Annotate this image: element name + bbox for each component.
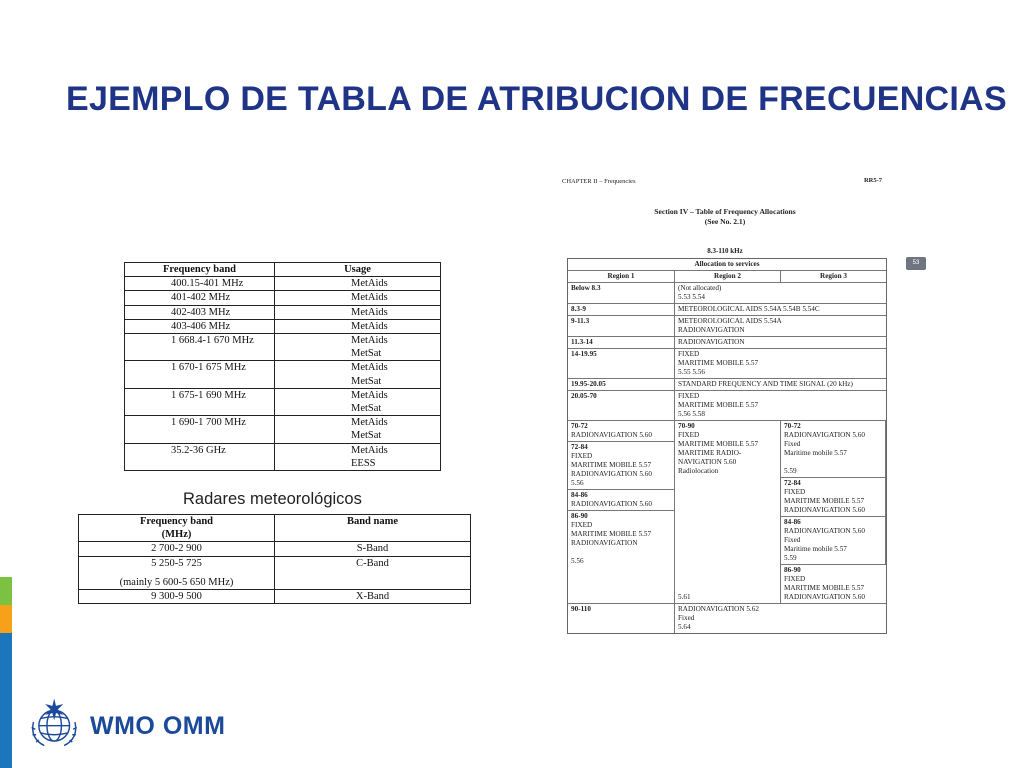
radar-band-cell xyxy=(79,556,275,589)
alloc-services xyxy=(675,337,886,348)
strip-green xyxy=(0,577,12,605)
alloc-band: 90-110 xyxy=(568,604,675,633)
alloc-line: 5.64 xyxy=(678,623,691,631)
radar-header-band-line2: (MHz) xyxy=(161,529,192,541)
usage-band-cell: 1 690-1 700 MHz xyxy=(125,416,275,443)
alloc-line: RADIONAVIGATION 5.60 xyxy=(784,527,865,535)
alloc-services xyxy=(675,283,886,303)
alloc-band: 20.05-70 xyxy=(568,391,675,420)
radar-row xyxy=(79,556,471,589)
usage-value: MetAids xyxy=(351,417,388,429)
alloc-region3-cell xyxy=(781,517,886,565)
radar-table xyxy=(78,514,471,604)
page-badge: 53 xyxy=(906,257,926,270)
alloc-line: RADIONAVIGATION 5.62 xyxy=(678,605,759,613)
alloc-band: 84-86 xyxy=(571,491,588,499)
alloc-line: (Not allocated) xyxy=(678,284,722,292)
region-2-header: Region 2 xyxy=(675,271,781,282)
alloc-line: 5.55 5.56 xyxy=(678,368,705,376)
alloc-band: Below 8.3 xyxy=(568,283,675,303)
usage-value: MetAids xyxy=(351,278,388,290)
usage-band-cell: 1 675-1 690 MHz xyxy=(125,388,275,415)
usage-header-usage: Usage xyxy=(275,263,441,277)
radar-band-cell xyxy=(79,590,275,604)
scan-section-title xyxy=(560,207,890,227)
alloc-band: 86-90 xyxy=(571,512,588,520)
alloc-line: FIXED xyxy=(784,488,806,496)
usage-value: MetSat xyxy=(351,430,382,442)
alloc-services xyxy=(675,604,886,633)
usage-value-cell xyxy=(275,443,441,470)
alloc-line: 5.53 5.54 xyxy=(678,293,705,301)
usage-value: MetAids xyxy=(351,389,388,401)
alloc-line xyxy=(784,458,882,467)
alloc-line: MARITIME MOBILE 5.57 xyxy=(678,359,759,367)
usage-row xyxy=(125,361,441,388)
scan-section-title-text: Section IV – Table of Frequency Allocations xyxy=(654,207,796,216)
radar-band-value: 5 250-5 725 xyxy=(151,557,202,569)
usage-value: MetSat xyxy=(351,348,382,360)
alloc-row xyxy=(568,337,886,349)
alloc-line: MARITIME MOBILE 5.57 xyxy=(571,530,652,538)
scan-header-right: RR5-7 xyxy=(863,177,882,184)
alloc-region3-cell xyxy=(781,421,886,478)
usage-value-cell xyxy=(275,291,441,305)
radar-row xyxy=(79,542,471,556)
alloc-line: MARITIME MOBILE 5.57 xyxy=(784,497,865,505)
alloc-line: 5.56 5.58 xyxy=(678,410,705,418)
usage-value: MetAids xyxy=(351,306,388,318)
scan-section-sub: (See No. 2.1) xyxy=(704,217,746,226)
usage-row xyxy=(125,334,441,361)
alloc-line: Fixed xyxy=(784,536,801,544)
alloc-line: MARITIME MOBILE 5.57 xyxy=(784,584,865,592)
alloc-line: STANDARD FREQUENCY AND TIME SIGNAL (20 kHz) xyxy=(678,380,853,388)
usage-value-cell xyxy=(275,277,441,291)
alloc-line: RADIONAVIGATION 5.60 xyxy=(571,500,652,508)
region-3-header: Region 3 xyxy=(820,272,847,280)
alloc-line: METEOROLOGICAL AIDS 5.54A 5.54B 5.54C xyxy=(678,305,820,313)
alloc-line xyxy=(571,548,671,557)
alloc-band: 70-90 xyxy=(678,422,695,430)
alloc-row xyxy=(568,391,886,421)
alloc-row xyxy=(568,283,886,304)
alloc-line: Fixed xyxy=(678,614,695,622)
alloc-line: RADIONAVIGATION 5.60 xyxy=(571,470,652,478)
alloc-line: Fixed xyxy=(784,440,801,448)
strip-blue xyxy=(0,633,12,768)
alloc-band: 70-72 xyxy=(571,422,588,430)
alloc-line: MARITIME MOBILE 5.57 xyxy=(678,401,759,409)
usage-value-cell xyxy=(275,334,441,361)
alloc-band: 19.95-20.05 xyxy=(568,379,675,390)
alloc-line: FIXED xyxy=(678,392,700,400)
alloc-line: RADIONAVIGATION 5.60 xyxy=(784,431,865,439)
alloc-line: 5.59 xyxy=(784,554,797,562)
slide-title: EJEMPLO DE TABLA DE ATRIBUCION DE FRECUENCIAS xyxy=(66,80,1007,118)
alloc-line: RADIONAVIGATION 5.60 xyxy=(571,431,652,439)
alloc-band: 84-86 xyxy=(784,518,801,526)
radar-band-name: S-Band xyxy=(275,542,471,556)
usage-band-cell: 1 670-1 675 MHz xyxy=(125,361,275,388)
radar-header-band-line1: Frequency band xyxy=(139,516,214,527)
alloc-line: METEOROLOGICAL AIDS 5.54A xyxy=(678,317,782,325)
alloc-line: MARITIME RADIO- xyxy=(678,449,742,457)
alloc-line: NAVIGATION 5.60 xyxy=(678,458,737,466)
usage-band-cell: 400.15-401 MHz xyxy=(125,277,275,291)
radar-band-name: X-Band xyxy=(275,590,471,604)
alloc-line: FIXED xyxy=(784,575,806,583)
alloc-services xyxy=(675,391,886,420)
alloc-row xyxy=(568,604,886,633)
alloc-region1-cell xyxy=(568,490,674,511)
usage-row xyxy=(125,277,441,291)
radar-band-note: (mainly 5 600-5 650 MHz) xyxy=(119,576,234,588)
region-1-header: Region 1 xyxy=(568,271,675,282)
radar-header-band xyxy=(79,515,275,542)
alloc-row xyxy=(568,316,886,337)
usage-value: MetAids xyxy=(351,320,388,332)
alloc-region2-cell xyxy=(678,422,777,476)
alloc-band: 14-19.95 xyxy=(568,349,675,378)
alloc-row xyxy=(568,304,886,316)
alloc-band: 70-72 xyxy=(784,422,801,430)
alloc-region1-cell xyxy=(568,511,674,567)
alloc-line: MARITIME MOBILE 5.57 xyxy=(678,440,759,448)
alloc-region3-cell xyxy=(781,565,886,603)
usage-row xyxy=(125,416,441,443)
usage-value: MetSat xyxy=(351,375,382,387)
usage-value: MetSat xyxy=(351,403,382,415)
alloc-band: 11.3-14 xyxy=(568,337,675,348)
alloc-region1-cell xyxy=(568,421,674,442)
radar-band-name: C-Band xyxy=(275,556,471,589)
alloc-line: Maritime mobile 5.57 xyxy=(784,545,847,553)
alloc-band: 8.3-9 xyxy=(568,304,675,315)
alloc-line: FIXED xyxy=(678,431,700,439)
usage-row xyxy=(125,305,441,319)
alloc-line: 5.56 xyxy=(571,557,584,565)
radar-header-name: Band name xyxy=(275,515,471,542)
alloc-line: 5.56 xyxy=(571,479,584,487)
usage-value-cell xyxy=(275,319,441,333)
usage-row xyxy=(125,319,441,333)
scanned-frequency-allocation-page xyxy=(560,172,890,657)
scan-band-title: 8.3-110 kHz xyxy=(707,247,743,255)
scan-allocation-table xyxy=(567,258,887,634)
alloc-line: RADIONAVIGATION xyxy=(678,338,745,346)
usage-band-cell: 401-402 MHz xyxy=(125,291,275,305)
usage-value: MetAids xyxy=(351,292,388,304)
usage-band-cell: 35.2-36 GHz xyxy=(125,443,275,470)
usage-band-cell: 403-406 MHz xyxy=(125,319,275,333)
alloc-row xyxy=(568,379,886,391)
alloc-line: FIXED xyxy=(571,521,593,529)
usage-value: EESS xyxy=(351,457,376,469)
alloc-split-section xyxy=(568,421,886,604)
radar-caption: Radares meteorológicos xyxy=(183,490,362,508)
usage-value: MetAids xyxy=(351,335,388,347)
radar-band-value: 2 700-2 900 xyxy=(151,543,202,555)
usage-row xyxy=(125,388,441,415)
wmo-logo-text: WMO OMM xyxy=(90,712,226,740)
usage-value: MetAids xyxy=(351,362,388,374)
alloc-region2-foot: 5.61 xyxy=(678,593,691,601)
alloc-line: FIXED xyxy=(678,350,700,358)
usage-value-cell xyxy=(275,416,441,443)
radar-row xyxy=(79,590,471,604)
alloc-services xyxy=(675,349,886,378)
alloc-services xyxy=(675,379,886,390)
alloc-line: MARITIME MOBILE 5.57 xyxy=(571,461,652,469)
alloc-line: Radiolocation xyxy=(678,467,719,475)
alloc-line: RADIONAVIGATION xyxy=(571,539,638,547)
alloc-band: 72-84 xyxy=(784,479,801,487)
alloc-header: Allocation to services xyxy=(694,260,760,268)
usage-header-band: Frequency band xyxy=(125,263,275,277)
usage-value: MetAids xyxy=(351,444,388,456)
usage-band-cell: 402-403 MHz xyxy=(125,305,275,319)
radar-band-value: 9 300-9 500 xyxy=(151,591,202,603)
alloc-line: RADIONAVIGATION 5.60 xyxy=(784,593,865,601)
alloc-region1-cell xyxy=(568,442,674,490)
usage-band-cell: 1 668.4-1 670 MHz xyxy=(125,334,275,361)
usage-table xyxy=(124,262,441,471)
alloc-line: Maritime mobile 5.57 xyxy=(784,449,847,457)
usage-row xyxy=(125,443,441,470)
alloc-services xyxy=(675,316,886,336)
usage-row xyxy=(125,291,441,305)
wmo-emblem-icon xyxy=(28,692,84,754)
alloc-band: 86-90 xyxy=(784,566,801,574)
alloc-row xyxy=(568,349,886,379)
alloc-band: 9-11.3 xyxy=(568,316,675,336)
alloc-line: FIXED xyxy=(571,452,593,460)
alloc-line: RADIONAVIGATION 5.60 xyxy=(784,506,865,514)
scan-header-left: CHAPTER II – Frequencies xyxy=(562,178,636,185)
alloc-region3-cell xyxy=(781,478,886,517)
alloc-band: 72-84 xyxy=(571,443,588,451)
radar-band-cell xyxy=(79,542,275,556)
alloc-line: RADIONAVIGATION xyxy=(678,326,745,334)
strip-orange xyxy=(0,605,12,633)
usage-value-cell xyxy=(275,388,441,415)
alloc-services xyxy=(675,304,886,315)
usage-value-cell xyxy=(275,361,441,388)
usage-value-cell xyxy=(275,305,441,319)
alloc-line: 5.59 xyxy=(784,467,797,475)
